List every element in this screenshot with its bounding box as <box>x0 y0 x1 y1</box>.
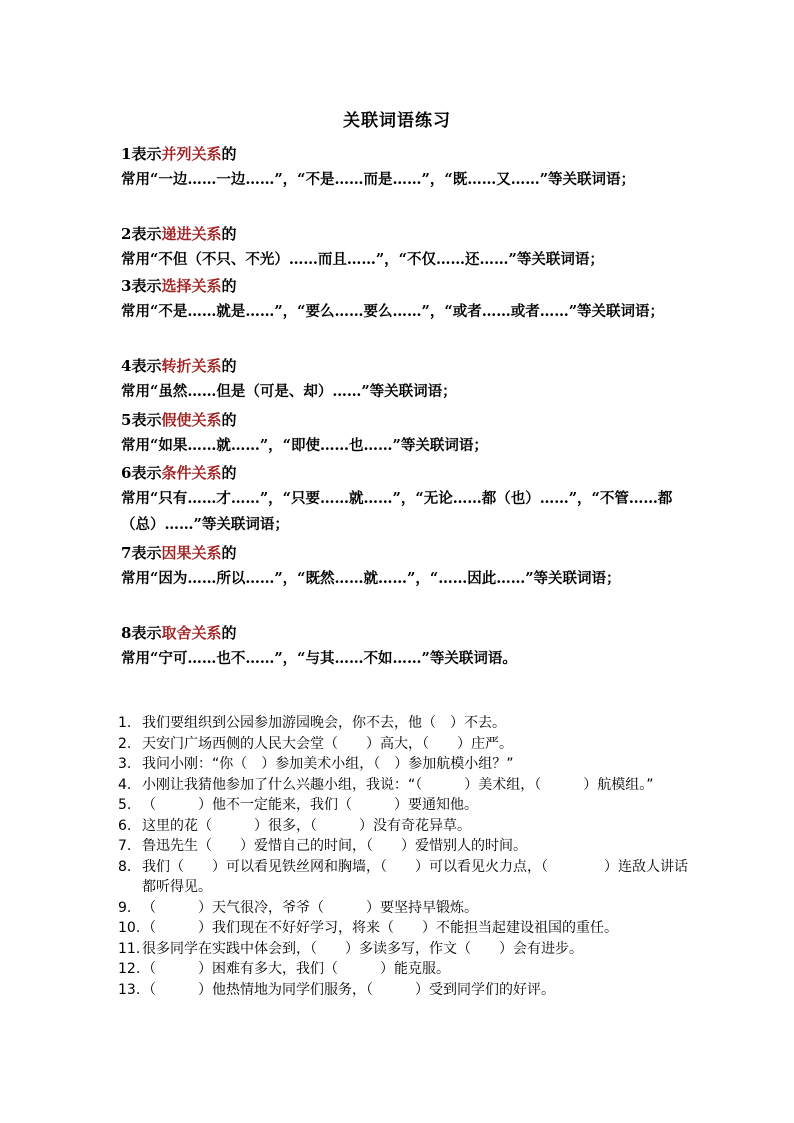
relation-type: 并列关系 <box>161 145 222 163</box>
section-number: 7 <box>121 544 132 562</box>
exercise-text: 很多同学在实践中体会到，（ ）多读多写，作文（ ）会有进步。 <box>142 940 583 957</box>
section-prefix: 表示 <box>131 411 162 429</box>
exercise-item <box>118 775 688 796</box>
section-suffix: 的 <box>221 544 237 562</box>
section-heading <box>121 460 681 486</box>
exercise-item <box>118 939 688 960</box>
exercise-number: 1. <box>118 715 132 731</box>
exercise-item <box>118 816 688 837</box>
exercise-text: 我们要组织到公园参加游园晚会，你不去，他（ ）不去。 <box>142 715 506 731</box>
section-prefix: 表示 <box>131 357 162 375</box>
exercise-number: 5. <box>118 797 132 813</box>
section-suffix: 的 <box>221 464 237 482</box>
section-number: 2 <box>121 225 132 243</box>
exercise-text: 天安门广场西侧的人民大会堂（ ）高大，（ ）庄严。 <box>142 735 513 752</box>
section-3 <box>121 273 681 325</box>
exercise-number: 6. <box>118 817 132 834</box>
exercise-item <box>118 795 688 816</box>
exercise-text: 鲁迅先生（ ）爱惜自己的时间，（ ）爱惜别人的时间。 <box>142 838 527 854</box>
section-suffix: 的 <box>221 411 237 429</box>
exercise-number: 10. <box>118 920 141 936</box>
relation-type: 条件关系 <box>161 464 222 482</box>
exercise-number: 12. <box>118 961 141 977</box>
exercise-text: （ ）天气很冷，爷爷（ ）要坚持早锻炼。 <box>142 899 478 916</box>
relation-type: 转折关系 <box>161 357 222 375</box>
section-body: 常用“虽然……但是（可是、却）……”等关联词语； <box>121 383 457 400</box>
exercise-number: 3. <box>118 756 132 772</box>
section-heading <box>121 221 681 247</box>
section-8 <box>121 620 681 672</box>
exercise-text: 我问小刚：“你（ ）参加美术小组，（ ）参加航模小组？” <box>142 756 514 772</box>
section-heading <box>121 540 681 566</box>
exercise-text: （ ）我们现在不好好学习，将来（ ）不能担当起建设祖国的重任。 <box>142 920 618 936</box>
section-heading <box>121 407 681 433</box>
relation-type: 取舍关系 <box>161 624 222 642</box>
exercise-item <box>118 959 688 980</box>
page-title: 关联词语练习 <box>343 111 451 131</box>
exercise-number: 13. <box>118 981 141 998</box>
exercise-text: （ ）困难有多大，我们（ ）能克服。 <box>142 961 450 977</box>
section-body: 常用“不是……就是……”，“要么……要么……”，“或者……或者……”等关联词语； <box>121 303 665 320</box>
section-suffix: 的 <box>221 145 237 163</box>
section-4 <box>121 353 681 405</box>
exercise-number: 11. <box>118 940 141 957</box>
exercise-text: （ ）他热情地为同学们服务，（ ）受到同学们的好评。 <box>142 981 555 998</box>
section-prefix: 表示 <box>131 544 162 562</box>
exercise-item <box>118 713 688 734</box>
section-suffix: 的 <box>221 357 237 375</box>
section-prefix: 表示 <box>131 624 162 642</box>
exercise-number: 2. <box>118 735 132 752</box>
section-heading <box>121 273 681 299</box>
section-number: 1 <box>121 145 132 163</box>
exercise-number: 9. <box>118 899 132 916</box>
section-suffix: 的 <box>221 624 237 642</box>
relation-type: 假使关系 <box>161 411 222 429</box>
section-2 <box>121 221 681 273</box>
section-body: 常用“只有……才……”，“只要……就……”，“无论……都（也）……”，“不管……都（总）……”等关联词语； <box>121 490 673 533</box>
section-heading <box>121 620 681 646</box>
exercise-item <box>118 836 688 857</box>
section-prefix: 表示 <box>131 464 162 482</box>
section-suffix: 的 <box>221 225 237 243</box>
exercise-item <box>118 898 688 919</box>
relation-type: 因果关系 <box>161 544 222 562</box>
section-1 <box>121 141 681 193</box>
section-number: 3 <box>121 277 132 295</box>
section-number: 8 <box>121 624 132 642</box>
section-body: 常用“一边……一边……”，“不是……而是……”，“既……又……”等关联词语； <box>121 171 636 188</box>
section-prefix: 表示 <box>131 277 162 295</box>
section-prefix: 表示 <box>131 225 162 243</box>
exercise-item <box>118 857 688 898</box>
exercise-item <box>118 918 688 939</box>
exercise-number: 4. <box>118 776 132 793</box>
exercise-item <box>118 754 688 775</box>
section-prefix: 表示 <box>131 145 162 163</box>
relation-type: 选择关系 <box>161 277 222 295</box>
exercise-list <box>118 713 688 1000</box>
section-heading <box>121 353 681 379</box>
section-number: 5 <box>121 411 132 429</box>
section-5 <box>121 407 681 459</box>
section-number: 6 <box>121 464 132 482</box>
section-number: 4 <box>121 357 132 375</box>
section-body: 常用“不但（不只、不光）……而且……”，“不仅……还……”等关联词语； <box>121 251 604 268</box>
section-heading <box>121 141 681 167</box>
exercise-text: 我们（ ）可以看见铁丝网和胸墙，（ ）可以看见火力点，（ ）连敌人讲话都听得见。 <box>142 858 688 895</box>
relation-type: 递进关系 <box>161 225 222 243</box>
exercise-number: 8. <box>118 858 132 875</box>
section-7 <box>121 540 681 592</box>
exercise-text: 这里的花（ ）很多，（ ）没有奇花异草。 <box>142 817 471 834</box>
section-suffix: 的 <box>221 277 237 295</box>
exercise-text: 小刚让我猜他参加了什么兴趣小组，我说：“（ ）美术组，（ ）航模组。” <box>142 776 654 793</box>
exercise-text: （ ）他不一定能来，我们（ ）要通知他。 <box>142 797 478 813</box>
exercise-item <box>118 734 688 755</box>
section-body: 常用“因为……所以……”，“既然……就……”，“……因此……”等关联词语； <box>121 570 621 587</box>
section-6 <box>121 460 681 538</box>
section-body: 常用“宁可……也不……”，“与其……不如……”等关联词语。 <box>121 650 517 667</box>
exercise-number: 7. <box>118 838 132 854</box>
section-body: 常用“如果……就……”，“即使……也……”等关联词语； <box>121 437 488 454</box>
exercise-item <box>118 980 688 1001</box>
